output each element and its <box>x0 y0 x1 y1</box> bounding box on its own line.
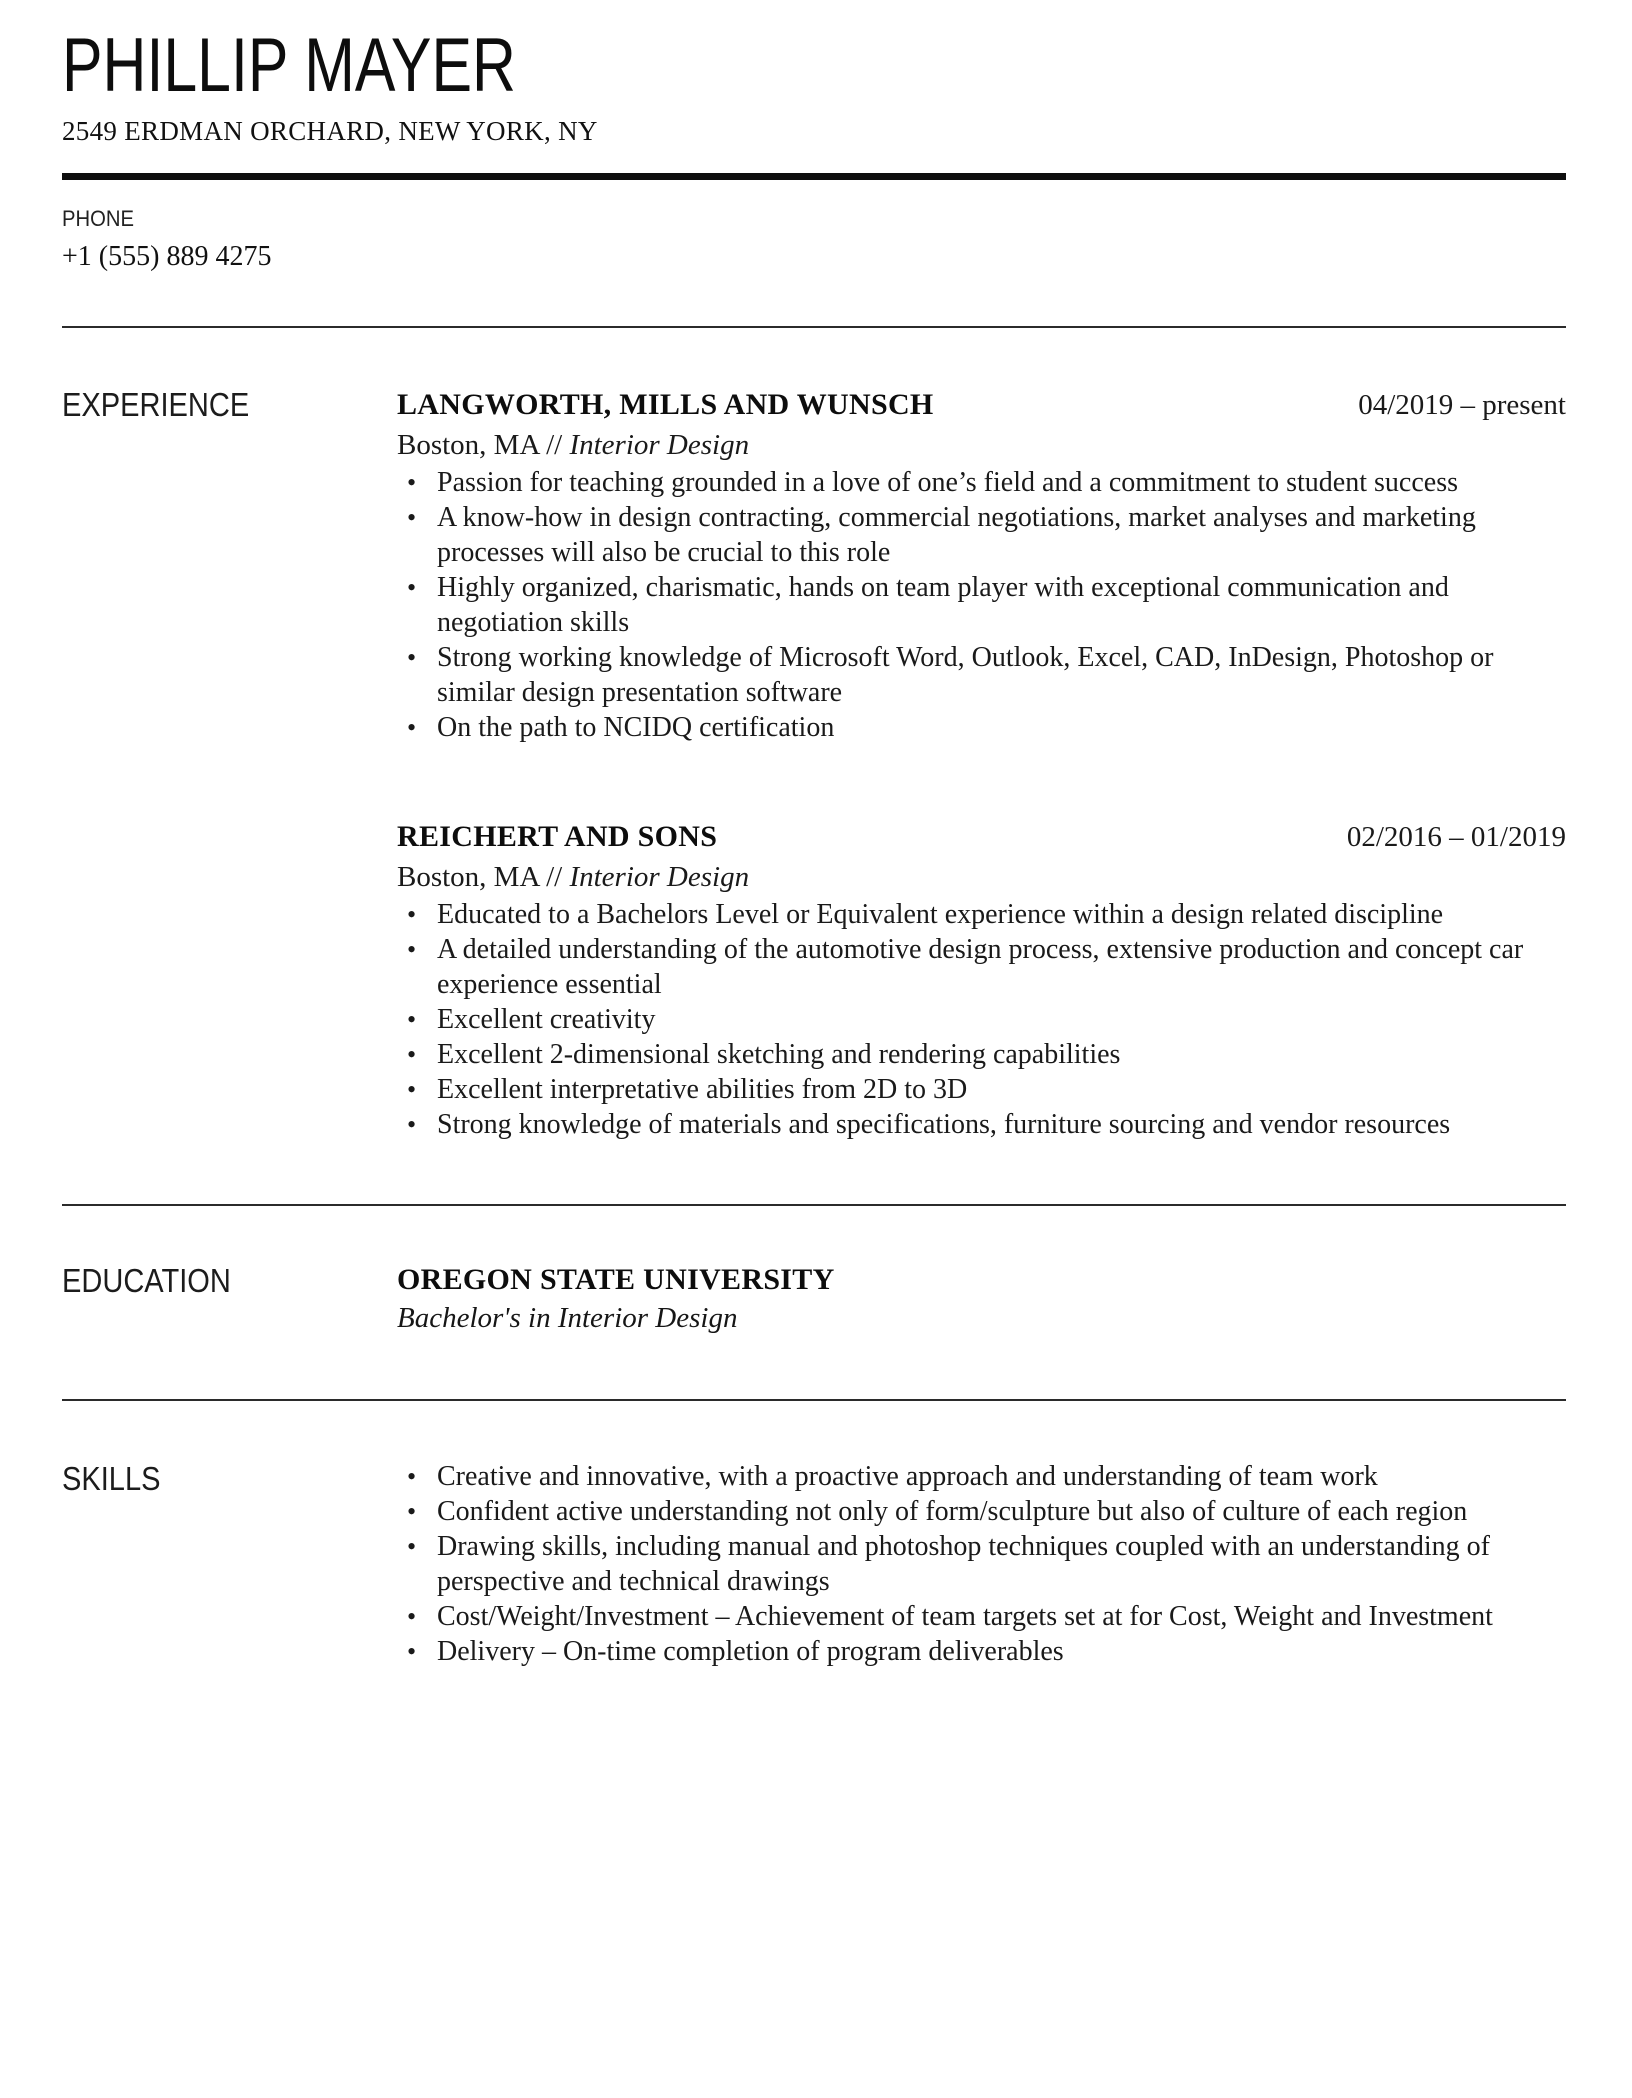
education-section <box>62 1261 1566 1337</box>
job-dates: 02/2016 – 01/2019 <box>1346 821 1566 853</box>
candidate-address: 2549 ERDMAN ORCHARD, NEW YORK, NY <box>62 116 598 146</box>
bullet-item: • Creative and innovative, with a proactive approach and understanding of team work <box>397 1459 1566 1494</box>
job-location: Boston, MA <box>397 861 539 893</box>
job-location: Boston, MA <box>397 429 539 461</box>
bullet-item: • Educated to a Bachelors Level or Equivalent experience within a design related discipline <box>397 897 1566 932</box>
bullet-item: • A know-how in design contracting, commercial negotiations, market analyses and marketing processes will also be crucial to this role <box>397 500 1566 570</box>
bullet-item: • Excellent 2-dimensional sketching and rendering capabilities <box>397 1037 1566 1072</box>
bullet-item: • On the path to NCIDQ certification <box>397 710 1566 745</box>
phone-number: +1 (555) 889 4275 <box>62 241 272 272</box>
contact-section <box>62 202 1566 274</box>
header-divider <box>62 173 1566 180</box>
bullet-item: • Drawing skills, including manual and photoshop techniques coupled with an understanding of perspective and technical drawings <box>397 1529 1566 1599</box>
job-role: Interior Design <box>569 861 750 893</box>
experience-content <box>397 385 1566 1142</box>
job-entry <box>397 385 1566 745</box>
job-subtitle <box>397 857 1566 897</box>
section-divider <box>62 1204 1566 1206</box>
job-dates: 04/2019 – present <box>1358 389 1566 421</box>
bullet-item: • Excellent interpretative abilities from 2D to 3D <box>397 1072 1566 1107</box>
skills-section-label: SKILLS <box>62 1460 161 1497</box>
job-bullet-list <box>397 897 1566 1142</box>
education-section-label: EDUCATION <box>62 1262 231 1299</box>
experience-section-label: EXPERIENCE <box>62 386 250 423</box>
job-entry <box>397 817 1566 1142</box>
company-name: REICHERT AND SONS <box>397 820 718 853</box>
candidate-name: PHILLIP MAYER <box>62 23 516 108</box>
bullet-item: • Strong knowledge of materials and specifications, furniture sourcing and vendor resources <box>397 1107 1566 1142</box>
degree-name: Bachelor's in Interior Design <box>397 1302 738 1334</box>
school-name: OREGON STATE UNIVERSITY <box>397 1263 835 1296</box>
skills-bullet-list <box>397 1459 1566 1669</box>
company-name: LANGWORTH, MILLS AND WUNSCH <box>397 388 934 421</box>
job-header <box>397 385 1566 425</box>
experience-section <box>62 385 1566 1142</box>
bullet-item: • Confident active understanding not only of form/sculpture but also of culture of each region <box>397 1494 1566 1529</box>
section-divider <box>62 326 1566 328</box>
bullet-item: • Delivery – On-time completion of program deliverables <box>397 1634 1566 1669</box>
resume-header <box>62 23 1566 147</box>
education-content <box>397 1261 1566 1337</box>
skills-section <box>62 1459 1566 1669</box>
job-role: Interior Design <box>569 429 750 461</box>
job-bullet-list <box>397 465 1566 745</box>
phone-label: PHONE <box>62 206 134 231</box>
skills-content <box>397 1459 1566 1669</box>
job-header <box>397 817 1566 857</box>
bullet-item: • Passion for teaching grounded in a love of one’s field and a commitment to student success <box>397 465 1566 500</box>
bullet-item: • Strong working knowledge of Microsoft Word, Outlook, Excel, CAD, InDesign, Photoshop or similar design presentation software <box>397 640 1566 710</box>
bullet-item: • Excellent creativity <box>397 1002 1566 1037</box>
job-subtitle <box>397 425 1566 465</box>
job-separator: // <box>546 429 563 461</box>
bullet-item: • A detailed understanding of the automotive design process, extensive production and concept car experience essential <box>397 932 1566 1002</box>
job-separator: // <box>546 861 563 893</box>
bullet-item: • Cost/Weight/Investment – Achievement of team targets set at for Cost, Weight and Investment <box>397 1599 1566 1634</box>
section-divider <box>62 1399 1566 1401</box>
bullet-item: • Highly organized, charismatic, hands on team player with exceptional communication and negotiation skills <box>397 570 1566 640</box>
